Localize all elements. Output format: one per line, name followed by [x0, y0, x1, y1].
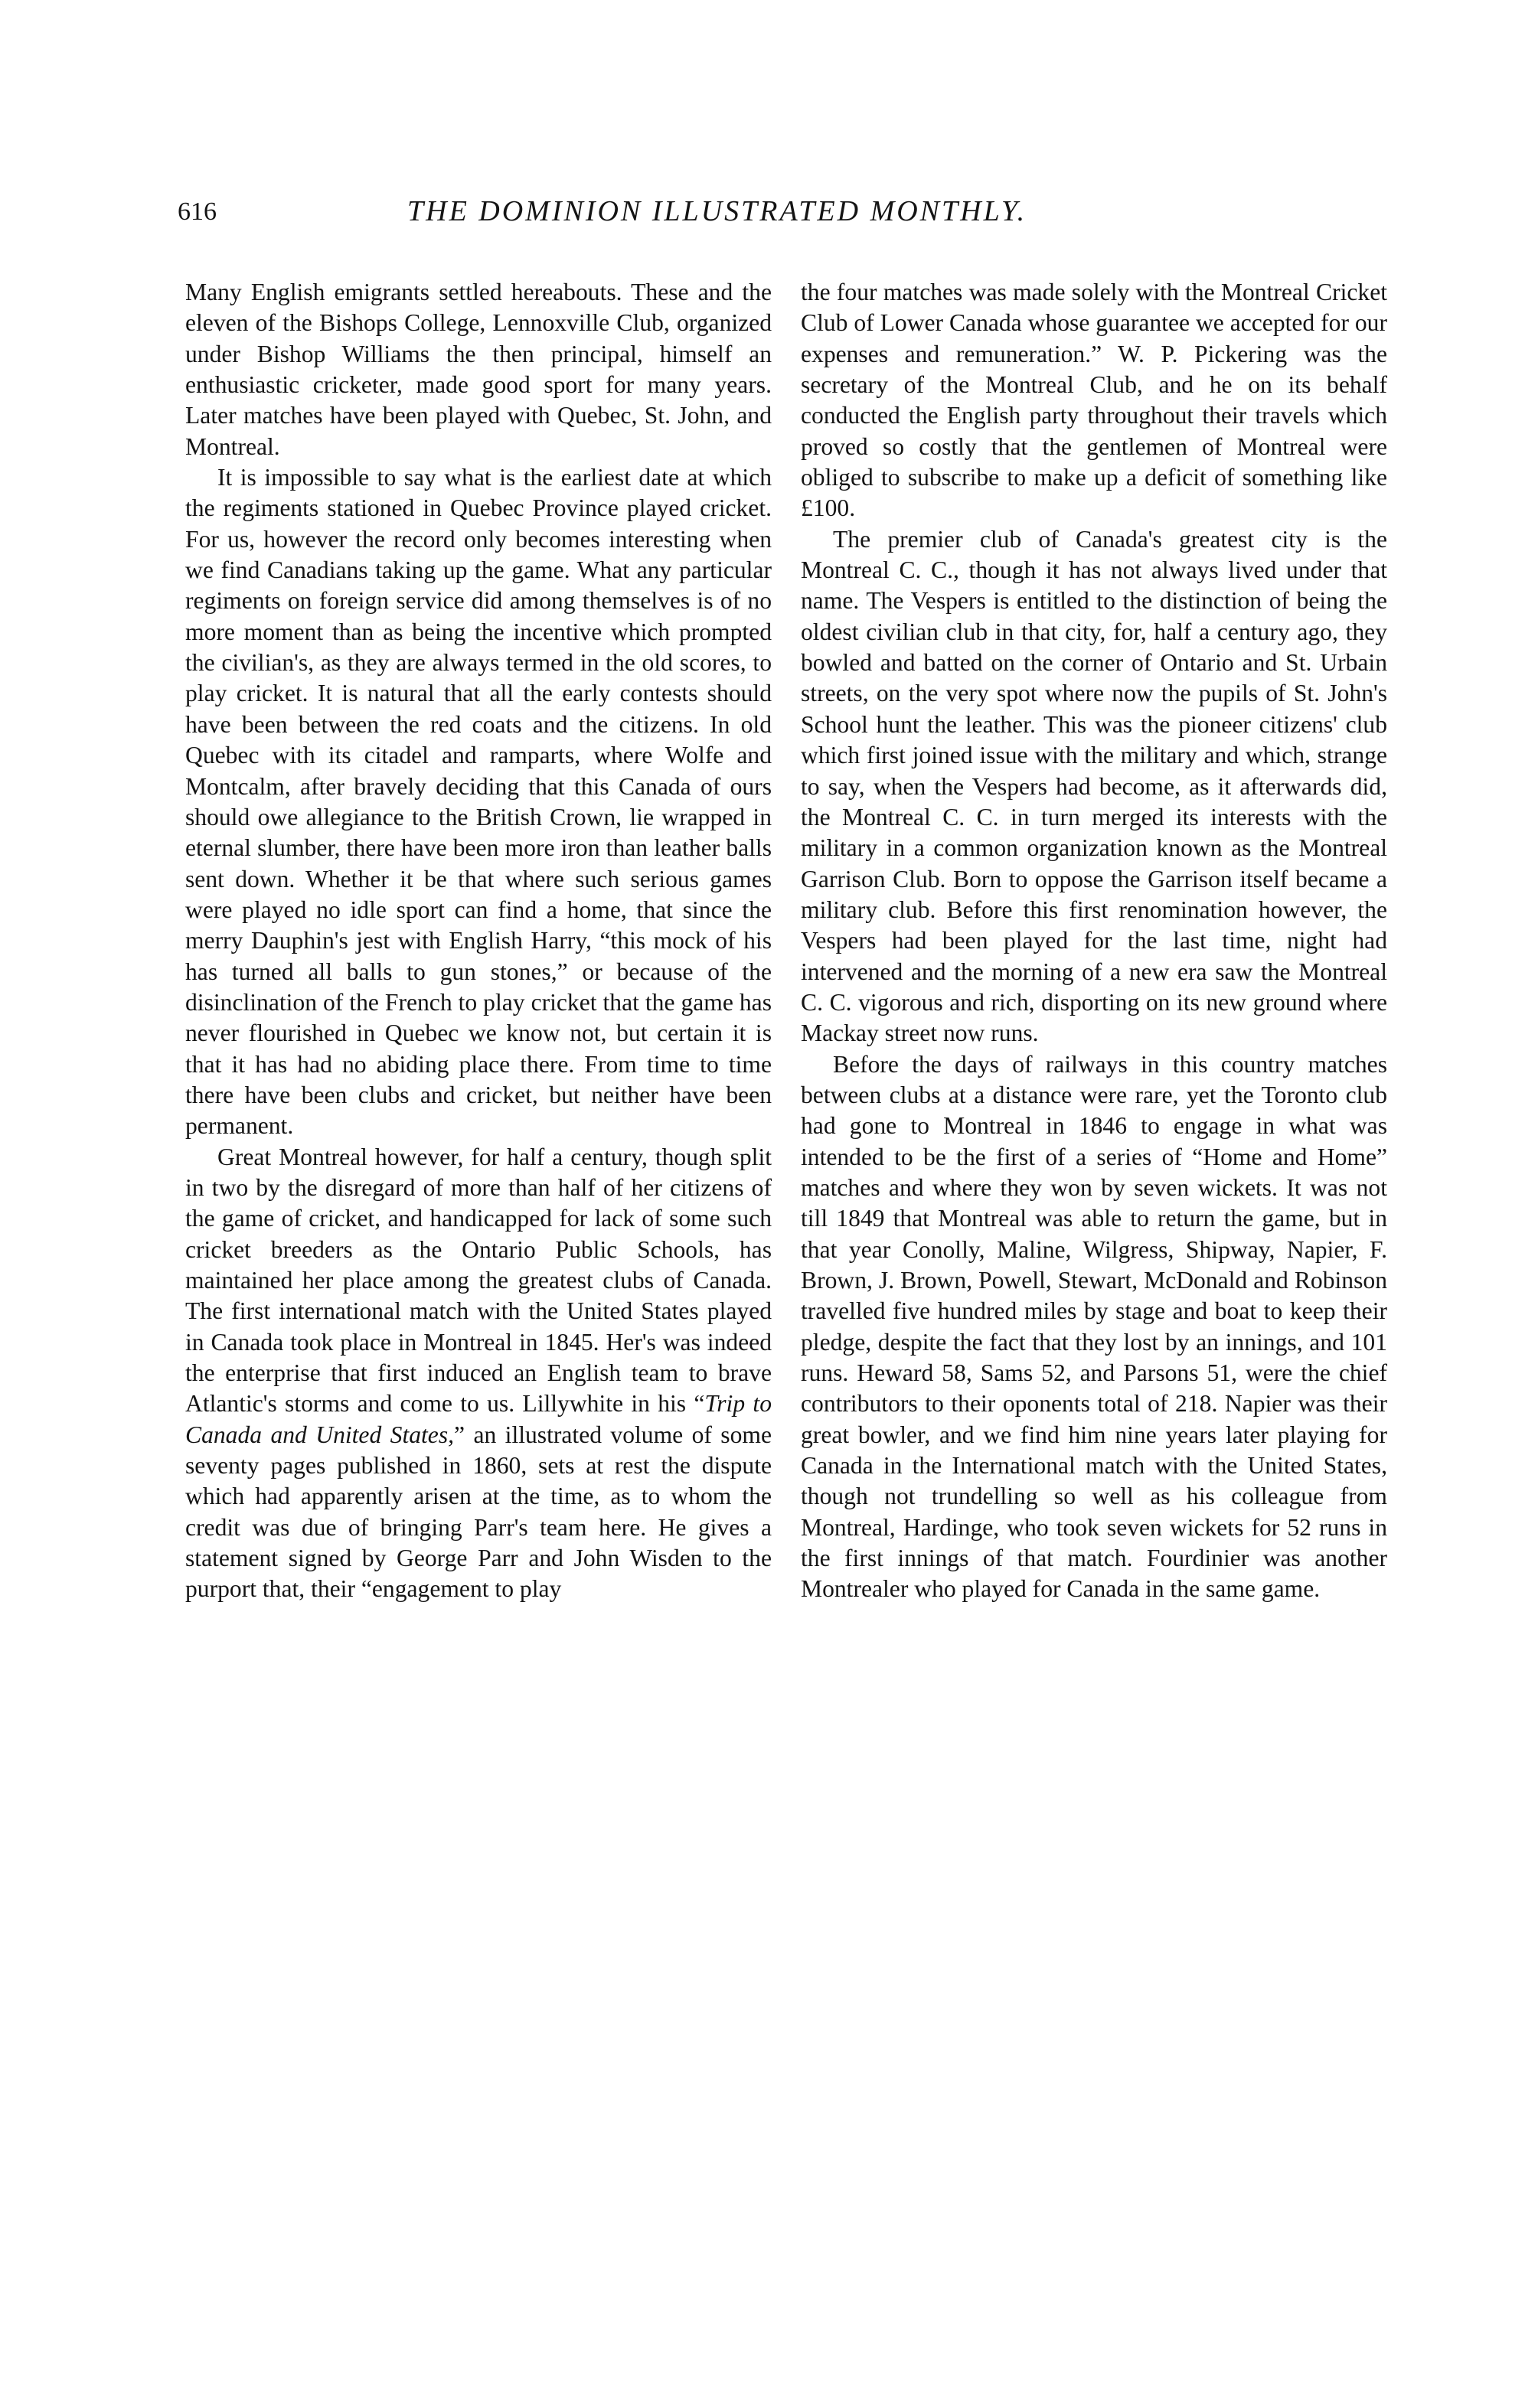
paragraph: the four matches was made solely with the Montreal Cricket Club of Lower Canada whose guarantee we accepted for our expenses and remuneration.” W. P. Pickering was the secretary of the Montreal Club, and he on its behalf conducted the English party throughout their travels which proved so costly that the gentlemen of Montreal were obliged to subscribe to make up a deficit of something like £100.: [801, 279, 1387, 522]
paragraph: It is impossible to say what is the earliest date at which the regiments stationed in Quebec Province played cricket. For us, however the record only becomes interesting when we find Canadians taking up the game. What any particular regiments on foreign service did among themselves is of no more moment than as being the incentive which prompted the civilian's, as they are always termed in the old scores, to play cricket. It is natural that all the early contests should have been between the red coats and the citizens. In old Quebec with its citadel and ramparts, where Wolfe and Montcalm, after bravely deciding that this Canada of ours should owe allegiance to the British Crown, lie wrapped in eternal slumber, there have been more iron than leather balls sent down. Whether it be that where such serious games were played no idle sport can find a home, that since the merry Dauphin's jest with English Harry, “this mock of his has turned all balls to gun stones,” or because of the disinclination of the French to play cricket that the game has never flourished in Quebec we know not, but certain it is that it has had no abiding place there. From time to time there have been clubs and cricket, but neither have been permanent.: [185, 464, 772, 1140]
right-column: [801, 277, 1387, 1605]
text-run: Great Montreal however, for half a century, though split in two by the disregard of more than half of her citizens of the game of cricket, and handicapped for lack of some such cricket breeders as the Ontario Public Schools, has maintained her place among the greatest clubs of Canada. The first international match with the United States played in Canada took place in Montreal in 1845. Her's was indeed the enterprise that first induced an English team to brave Atlantic's storms and come to us. Lillywhite in his “: [185, 1143, 772, 1418]
paragraph: The premier club of Canada's greatest city is the Montreal C. C., though it has not always lived under that name. The Vespers is entitled to the distinction of being the oldest civilian club in that city, for, half a century ago, they bowled and batted on the corner of Ontario and St. Urbain streets, on the very spot where now the pupils of St. John's School hunt the leather. This was the pioneer citizens' club which first joined issue with the military and which, strange to say, when the Vespers had become, as it afterwards did, the Montreal C. C. in turn merged its interests with the military in a common organization known as the Montreal Garrison Club. Born to oppose the Garrison itself became a military club. Before this first renomination however, the Vespers had been played for the last time, night had intervened and the morning of a new era saw the Montreal C. C. vigorous and rich, disporting on its new ground where Mackay street now runs.: [801, 525, 1387, 1047]
paragraph: Before the days of railways in this country matches between clubs at a distance were rare, yet the Toronto club had gone to Montreal in 1846 to engage in what was intended to be the first of a series of “Home and Home” matches and where they won by seven wickets. It was not till 1849 that Montreal was able to return the game, but in that year Conolly, Maline, Wilgress, Shipway, Napier, F. Brown, J. Brown, Powell, Stewart, McDonald and Robinson travelled five hundred miles by stage and boat to keep their pledge, despite the fact that they lost by an innings, and 101 runs. Heward 58, Sams 52, and Parsons 51, were the chief contributors to their oponents total of 218. Napier was their great bowler, and we find him nine years later playing for Canada in the International match with the United States, though not trundelling so well as his colleague from Montreal, Hardinge, who took seven wickets for 52 runs in the first innings of that match. Fourdinier was another Montrealer who played for Canada in the same game.: [801, 1050, 1387, 1603]
paragraph: Many English emigrants settled hereabouts. These and the eleven of the Bishops College, Lennoxville Club, organized under Bishop Williams the then principal, himself an enthusiastic cricketer, made good sport for many years. Later matches have been played with Quebec, St. John, and Montreal.: [185, 279, 772, 460]
text-run: ” an illustrated volume of some seventy pages published in 1860, sets at rest the dispute which had apparently arisen at the time, as to whom the credit was due of bringing Parr's team here. He gives a statement signed by George Parr and John Wisden to the purport that, their “engagement to play: [185, 1421, 772, 1603]
paragraph: [185, 1142, 772, 1605]
page-number: 616: [178, 197, 217, 226]
book-title: Trip to Canada and United States,: [185, 1390, 772, 1448]
left-column: [185, 277, 772, 1605]
running-title: THE DOMINION ILLUSTRATED MONTHLY.: [407, 195, 1027, 227]
page-header: [178, 197, 1158, 243]
